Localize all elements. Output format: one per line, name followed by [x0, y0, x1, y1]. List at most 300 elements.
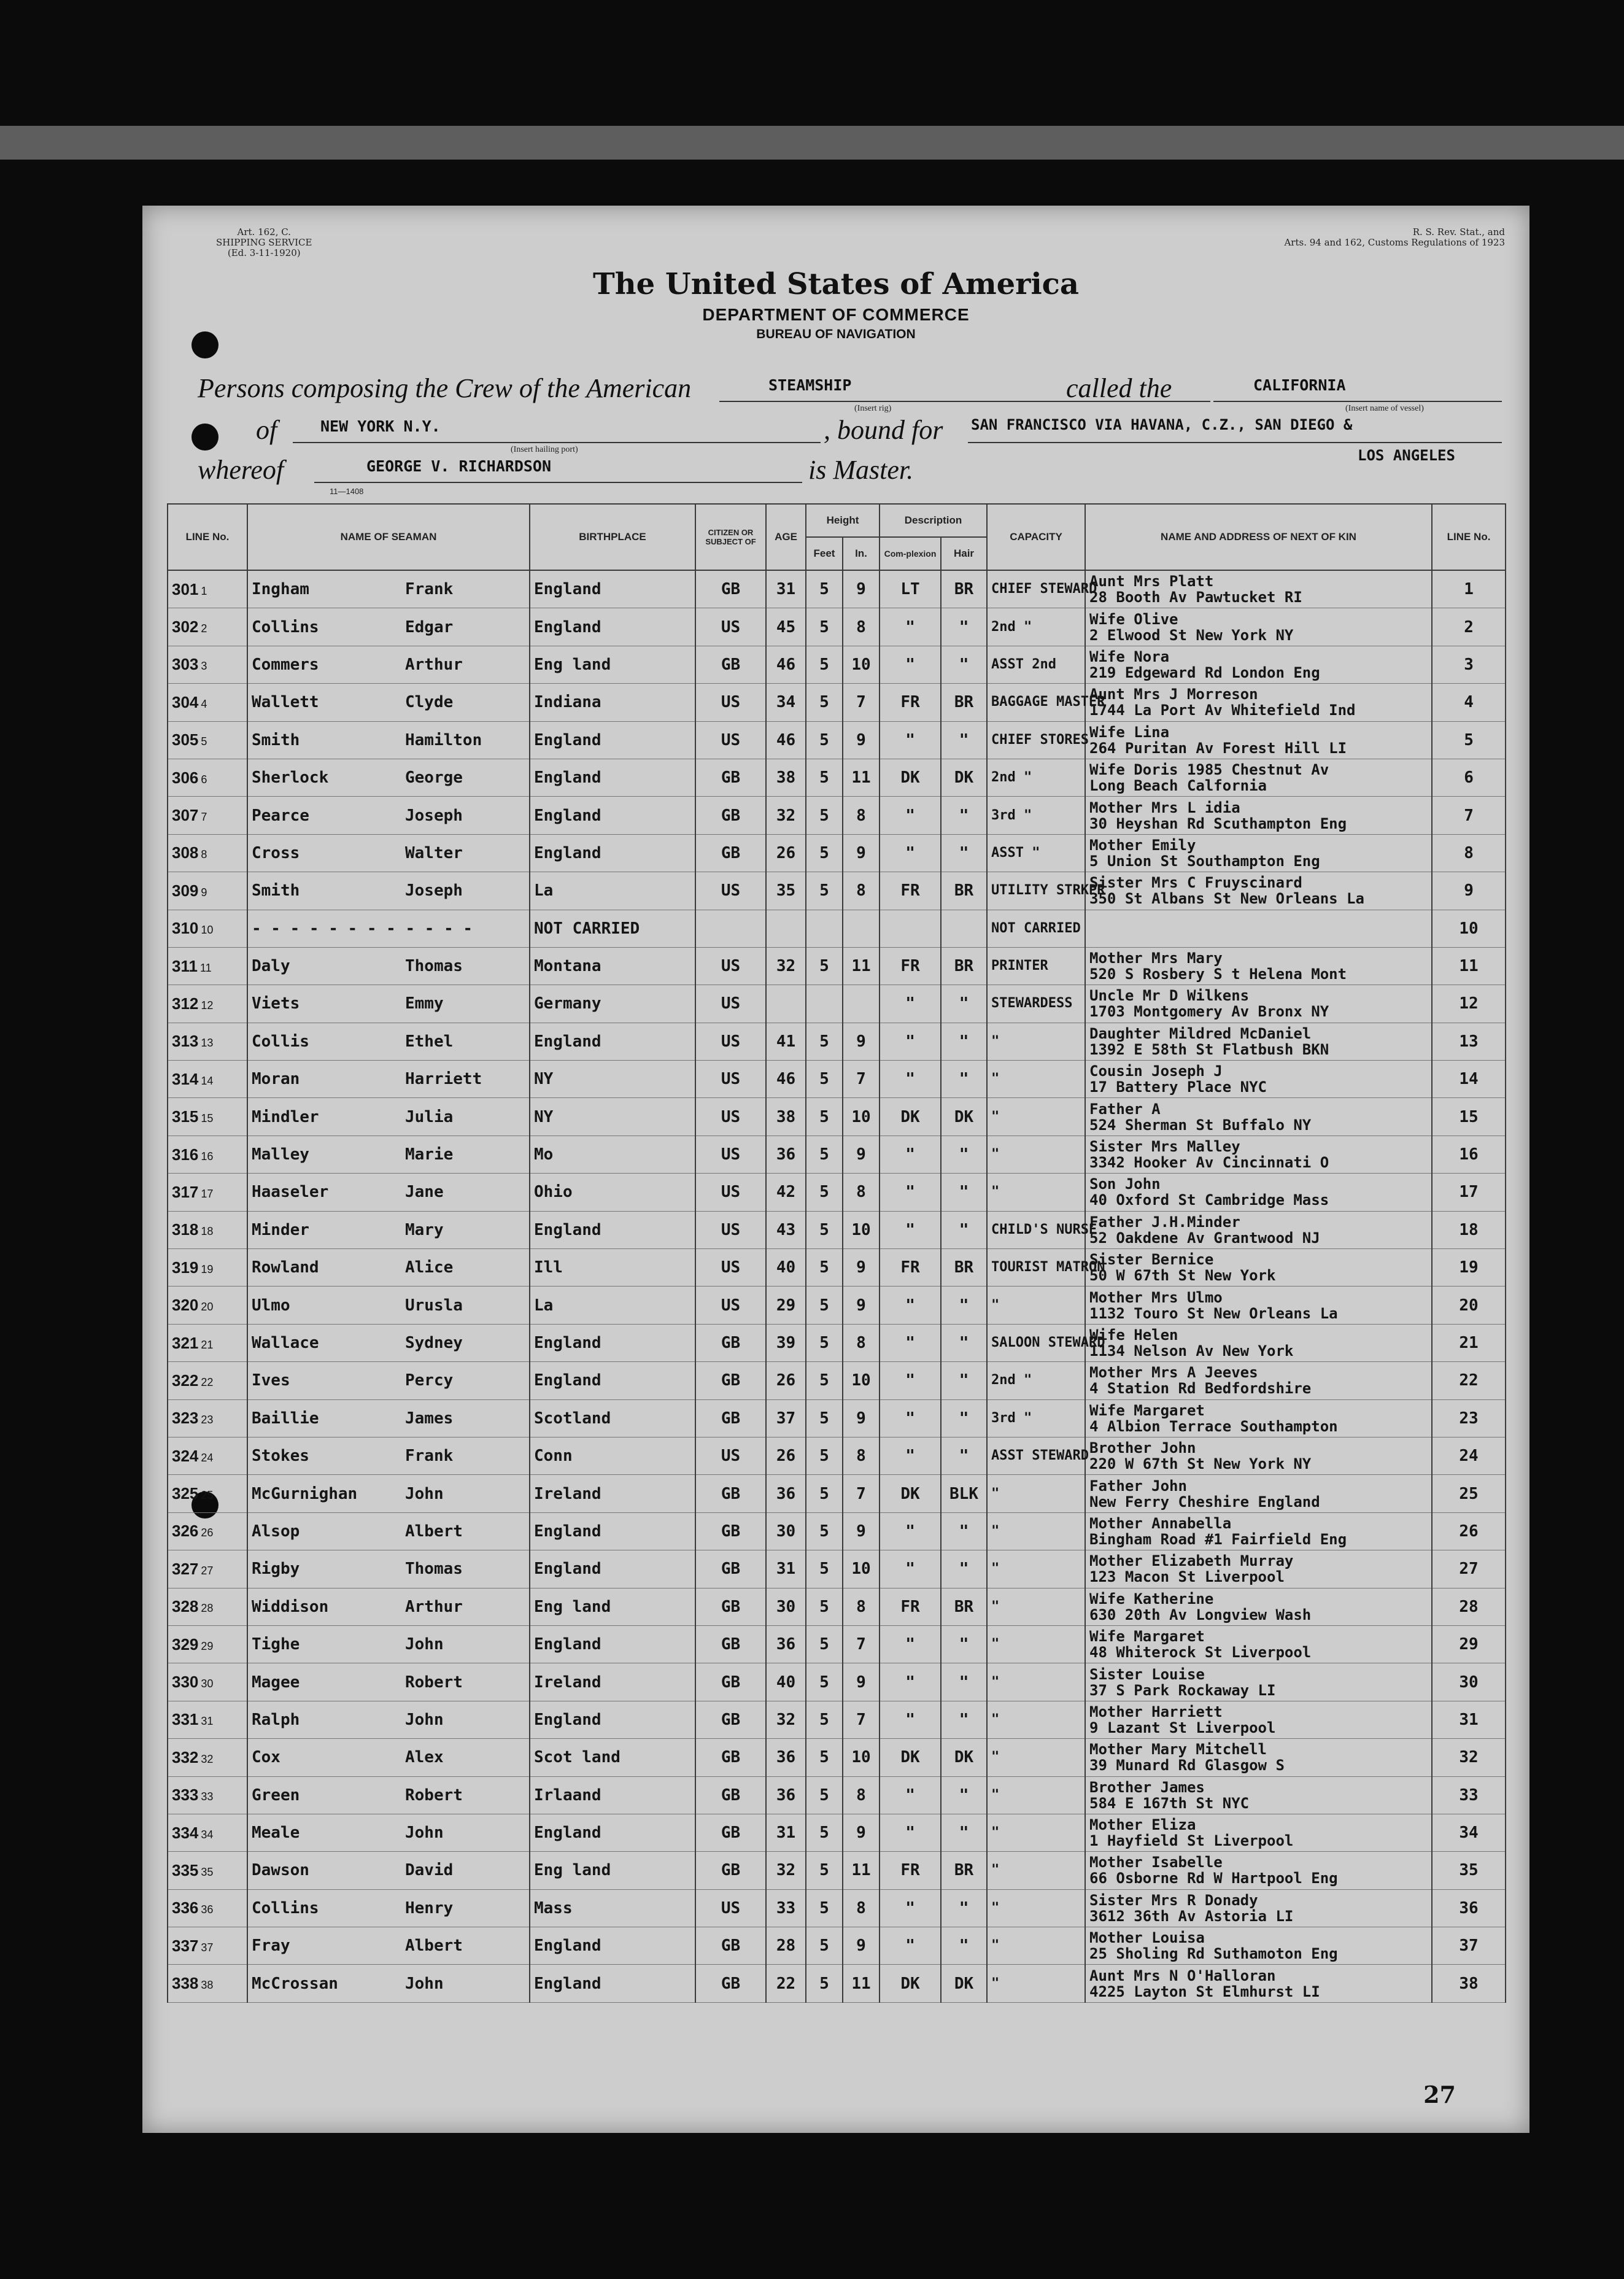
line-number-cell	[168, 608, 247, 646]
feet-cell: 5	[806, 1739, 843, 1776]
line-number: 19	[201, 1263, 214, 1275]
birthplace-cell: England	[530, 834, 695, 872]
age-cell: 36	[766, 1776, 806, 1814]
complexion-cell: "	[880, 1512, 941, 1550]
inches-cell: 9	[843, 1249, 880, 1287]
col-complexion: Com-plexion	[880, 537, 941, 570]
birthplace-cell: England	[530, 1023, 695, 1060]
line-number-cell	[168, 1136, 247, 1173]
rln-cell: 22	[1432, 1362, 1506, 1399]
inches-cell: 9	[843, 1663, 880, 1701]
inches-cell	[843, 910, 880, 947]
seaman-given-name: Urusla	[405, 1296, 463, 1315]
roster-number: 321	[172, 1333, 199, 1352]
inches-cell: 11	[843, 1852, 880, 1889]
capacity-cell: ASST "	[987, 834, 1085, 872]
capacity-cell: "	[987, 1852, 1085, 1889]
feet-cell: 5	[806, 759, 843, 796]
next-of-kin-cell	[1085, 834, 1432, 872]
capacity-cell: CHIEF STORES	[987, 721, 1085, 759]
line-number: 4	[201, 697, 207, 710]
form-service: SHIPPING SERVICE	[216, 237, 312, 248]
name-caption: (Insert name of vessel)	[1345, 404, 1424, 413]
next-of-kin-cell	[1085, 1475, 1432, 1512]
citizen-cell: GB	[695, 1965, 766, 2002]
capacity-cell: UTILITY STRKPR	[987, 872, 1085, 910]
complexion-cell: "	[880, 646, 941, 683]
age-cell: 39	[766, 1324, 806, 1361]
inches-cell: 8	[843, 1174, 880, 1211]
next-of-kin-address: 219 Edgeward Rd London Eng	[1089, 664, 1320, 681]
line-number: 25	[201, 1489, 214, 1502]
complexion-cell: "	[880, 1437, 941, 1474]
citizen-cell: GB	[695, 1927, 766, 1965]
roster-number: 335	[172, 1860, 199, 1879]
roster-number: 330	[172, 1673, 199, 1692]
seaman-given-name: Joseph	[405, 881, 463, 900]
table-row	[168, 797, 1506, 834]
line-number: 34	[201, 1828, 214, 1841]
line-number: 11	[199, 961, 212, 974]
table-row	[168, 1437, 1506, 1474]
complexion-cell: "	[880, 1814, 941, 1851]
capacity-cell: "	[987, 1889, 1085, 1927]
form-edition: (Ed. 3-11-1920)	[227, 247, 301, 258]
name-underline	[1213, 401, 1502, 402]
line-number-cell	[168, 1663, 247, 1701]
capacity-cell: "	[987, 1814, 1085, 1851]
next-of-kin-name: Wife Olive	[1089, 610, 1178, 628]
next-of-kin-cell	[1085, 1061, 1432, 1098]
master-underline	[314, 482, 802, 483]
capacity-cell: TOURIST MATRON	[987, 1249, 1085, 1287]
line-number-cell	[168, 1249, 247, 1287]
hair-cell: "	[941, 1776, 987, 1814]
next-of-kin-name: Sister Mrs Malley	[1089, 1138, 1240, 1156]
hair-cell: "	[941, 1287, 987, 1324]
next-of-kin-address: Long Beach Calfornia	[1089, 777, 1267, 795]
seaman-surname: Green	[252, 1786, 300, 1805]
age-cell: 30	[766, 1588, 806, 1625]
hair-cell: "	[941, 1023, 987, 1060]
next-of-kin-cell	[1085, 1814, 1432, 1851]
line-number-cell	[168, 1550, 247, 1588]
complexion-cell: "	[880, 1625, 941, 1663]
capacity-cell: "	[987, 1061, 1085, 1098]
seaman-name-cell	[247, 1739, 530, 1776]
roster-number: 307	[172, 806, 199, 825]
line-number-cell	[168, 1625, 247, 1663]
inches-cell: 11	[843, 759, 880, 796]
birthplace-cell: Conn	[530, 1437, 695, 1474]
citizen-cell: GB	[695, 834, 766, 872]
seaman-surname: Rigby	[252, 1560, 300, 1579]
hair-cell: "	[941, 1399, 987, 1437]
rln-cell: 4	[1432, 684, 1506, 721]
next-of-kin-cell	[1085, 1776, 1432, 1814]
seaman-name-cell	[247, 1174, 530, 1211]
next-of-kin-cell	[1085, 1136, 1432, 1173]
feet-cell: 5	[806, 1362, 843, 1399]
next-of-kin-address: Bingham Road #1 Fairfield Eng	[1089, 1530, 1347, 1548]
seaman-given-name: Julia	[405, 1107, 454, 1126]
complexion-cell: FR	[880, 947, 941, 985]
feet-cell: 5	[806, 1211, 843, 1248]
persons-label: Persons composing the Crew of the American	[198, 373, 692, 403]
col-citizen: CITIZEN OR SUBJECT OF	[695, 504, 766, 570]
seaman-name-cell	[247, 1550, 530, 1588]
line-number: 7	[201, 811, 207, 824]
next-of-kin-name: Father John	[1089, 1477, 1187, 1495]
next-of-kin-name: Sister Mrs R Donady	[1089, 1891, 1258, 1909]
next-of-kin-address: 66 Osborne Rd W Hartpool Eng	[1089, 1870, 1338, 1887]
table-row	[168, 721, 1506, 759]
birthplace-cell: Eng land	[530, 646, 695, 683]
feet-cell	[806, 910, 843, 947]
age-cell: 30	[766, 1512, 806, 1550]
complexion-cell: FR	[880, 872, 941, 910]
complexion-cell: FR	[880, 1852, 941, 1889]
complexion-cell: "	[880, 1927, 941, 1965]
roster-number: 319	[172, 1258, 199, 1277]
seaman-name-cell	[247, 1588, 530, 1625]
complexion-cell: "	[880, 1776, 941, 1814]
complexion-cell: "	[880, 1399, 941, 1437]
line-number: 24	[201, 1451, 214, 1464]
line-number-cell	[168, 947, 247, 985]
seaman-given-name: Clyde	[405, 693, 454, 712]
capacity-cell: "	[987, 1776, 1085, 1814]
age-cell: 28	[766, 1927, 806, 1965]
next-of-kin-cell	[1085, 1512, 1432, 1550]
seaman-name-cell	[247, 1324, 530, 1361]
feet-cell: 5	[806, 1174, 843, 1211]
complexion-cell: DK	[880, 1475, 941, 1512]
roster-number: 336	[172, 1898, 199, 1917]
seaman-given-name: Arthur	[405, 1597, 463, 1616]
next-of-kin-address: 1134 Nelson Av New York	[1089, 1342, 1294, 1360]
birthplace-cell: Montana	[530, 947, 695, 985]
seaman-given-name: Albert	[405, 1937, 463, 1956]
seaman-surname: Ulmo	[252, 1296, 290, 1315]
inches-cell: 9	[843, 1399, 880, 1437]
line-number: 18	[201, 1225, 214, 1238]
feet-cell: 5	[806, 947, 843, 985]
complexion-cell: DK	[880, 1739, 941, 1776]
table-row	[168, 1625, 1506, 1663]
seaman-given-name: Jane	[405, 1183, 444, 1202]
next-of-kin-name: Mother Mary Mitchell	[1089, 1741, 1267, 1759]
next-of-kin-name: Mother Harriett	[1089, 1703, 1223, 1720]
birthplace-cell: Ohio	[530, 1174, 695, 1211]
line-number-cell	[168, 646, 247, 683]
birthplace-cell: La	[530, 872, 695, 910]
birthplace-cell: La	[530, 1287, 695, 1324]
seaman-given-name: John	[405, 1824, 444, 1843]
line-number-cell	[168, 1061, 247, 1098]
line-number-cell	[168, 1362, 247, 1399]
rln-cell: 8	[1432, 834, 1506, 872]
citizen-cell: GB	[695, 1324, 766, 1361]
next-of-kin-cell	[1085, 1625, 1432, 1663]
seaman-surname: Wallett	[252, 693, 319, 712]
birthplace-cell: Germany	[530, 985, 695, 1023]
seaman-given-name: George	[405, 768, 463, 787]
rln-cell: 10	[1432, 910, 1506, 947]
rig-caption: (Insert rig)	[854, 404, 892, 413]
citizen-cell: US	[695, 1889, 766, 1927]
complexion-cell: "	[880, 721, 941, 759]
inches-cell: 11	[843, 1965, 880, 2002]
capacity-cell: "	[987, 1475, 1085, 1512]
roster-number: 309	[172, 881, 199, 900]
inches-cell: 9	[843, 1023, 880, 1060]
hair-cell: "	[941, 1061, 987, 1098]
next-of-kin-name: Wife Katherine	[1089, 1590, 1214, 1608]
line-number-cell	[168, 797, 247, 834]
seaman-given-name: Robert	[405, 1673, 463, 1692]
feet-cell: 5	[806, 1512, 843, 1550]
roster-number: 310	[172, 919, 199, 938]
statute-reference	[1284, 227, 1505, 248]
seaman-name-cell	[247, 1136, 530, 1173]
citizen-cell: GB	[695, 570, 766, 608]
seaman-name-cell	[247, 1965, 530, 2002]
hair-cell: "	[941, 1927, 987, 1965]
age-cell: 37	[766, 1399, 806, 1437]
roster-number: 326	[172, 1522, 199, 1541]
hair-cell: "	[941, 1512, 987, 1550]
seaman-name-cell	[247, 1814, 530, 1851]
line-number-cell	[168, 1889, 247, 1927]
line-number: 26	[201, 1526, 214, 1539]
citizen-cell: GB	[695, 1550, 766, 1588]
capacity-cell: 2nd "	[987, 759, 1085, 796]
next-of-kin-address: 123 Macon St Liverpool	[1089, 1568, 1285, 1586]
roster-number: 325	[172, 1484, 199, 1503]
complexion-cell: "	[880, 1136, 941, 1173]
citizen-cell: US	[695, 1211, 766, 1248]
table-row	[168, 1550, 1506, 1588]
rln-cell: 29	[1432, 1625, 1506, 1663]
seaman-surname: McCrossan	[252, 1974, 338, 1993]
next-of-kin-address: 4225 Layton St Elmhurst LI	[1089, 1983, 1320, 2000]
col-capacity: CAPACITY	[987, 504, 1085, 570]
next-of-kin-address: 630 20th Av Longview Wash	[1089, 1606, 1312, 1623]
seaman-surname: Rowland	[252, 1258, 319, 1277]
birthplace-cell: England	[530, 570, 695, 608]
master-name: GEORGE V. RICHARDSON	[366, 457, 552, 475]
citizen-cell: GB	[695, 1701, 766, 1738]
next-of-kin-address: 220 W 67th St New York NY	[1089, 1455, 1312, 1473]
seaman-given-name: Alex	[405, 1748, 444, 1767]
next-of-kin-name: Mother Eliza	[1089, 1816, 1196, 1834]
seaman-surname: Baillie	[252, 1409, 319, 1428]
seaman-given-name: Edgar	[405, 617, 454, 636]
roster-number: 316	[172, 1145, 199, 1164]
seaman-given-name: Robert	[405, 1786, 463, 1805]
roster-number: 338	[172, 1974, 199, 1993]
hair-cell: "	[941, 646, 987, 683]
complexion-cell: "	[880, 1663, 941, 1701]
citizen-cell: GB	[695, 1739, 766, 1776]
birthplace-cell: England	[530, 1701, 695, 1738]
inches-cell	[843, 985, 880, 1023]
line-number: 32	[201, 1752, 214, 1765]
roster-number: 329	[172, 1635, 199, 1654]
seaman-given-name: Marie	[405, 1145, 454, 1164]
next-of-kin-cell	[1085, 1739, 1432, 1776]
birthplace-cell: Mo	[530, 1136, 695, 1173]
age-cell: 31	[766, 1550, 806, 1588]
citizen-cell: US	[695, 684, 766, 721]
line-number: 28	[201, 1602, 214, 1615]
next-of-kin-address: 50 W 67th St New York	[1089, 1267, 1276, 1285]
seaman-name-cell	[247, 1098, 530, 1136]
vessel-name: CALIFORNIA	[1253, 376, 1346, 394]
rln-cell: 23	[1432, 1399, 1506, 1437]
roster-number: 327	[172, 1559, 199, 1578]
line-number-cell	[168, 759, 247, 796]
table-row	[168, 1061, 1506, 1098]
seaman-surname: Malley	[252, 1145, 309, 1164]
line-number: 22	[201, 1376, 214, 1388]
age-cell: 36	[766, 1136, 806, 1173]
citizen-cell: US	[695, 1061, 766, 1098]
complexion-cell: "	[880, 797, 941, 834]
col-inches: In.	[843, 537, 880, 570]
feet-cell: 5	[806, 872, 843, 910]
complexion-cell: "	[880, 985, 941, 1023]
hair-cell: "	[941, 1663, 987, 1701]
seaman-given-name: Frank	[405, 1447, 454, 1466]
line-number-cell	[168, 1211, 247, 1248]
rln-cell: 20	[1432, 1287, 1506, 1324]
vessel-rig: STEAMSHIP	[768, 376, 852, 394]
birthplace-cell: Mass	[530, 1889, 695, 1927]
capacity-cell: "	[987, 1550, 1085, 1588]
rln-cell: 18	[1432, 1211, 1506, 1248]
seaman-name-cell	[247, 1399, 530, 1437]
table-row	[168, 1512, 1506, 1550]
birthplace-cell: Indiana	[530, 684, 695, 721]
feet-cell: 5	[806, 1061, 843, 1098]
roster-number: 315	[172, 1107, 199, 1126]
line-number: 2	[201, 622, 207, 635]
next-of-kin-cell	[1085, 759, 1432, 796]
age-cell: 31	[766, 1814, 806, 1851]
citizen-cell: GB	[695, 1399, 766, 1437]
line-number-cell	[168, 1701, 247, 1738]
capacity-cell: 2nd "	[987, 1362, 1085, 1399]
birthplace-cell: England	[530, 1814, 695, 1851]
seaman-surname: Pearce	[252, 806, 309, 825]
line-number: 12	[201, 999, 214, 1012]
next-of-kin-name: Wife Margaret	[1089, 1401, 1205, 1419]
roster-number: 304	[172, 692, 199, 711]
rln-cell: 2	[1432, 608, 1506, 646]
line-number: 10	[201, 924, 214, 937]
citizen-cell: US	[695, 721, 766, 759]
capacity-cell: BAGGAGE MASTER	[987, 684, 1085, 721]
age-cell: 32	[766, 1701, 806, 1738]
next-of-kin-name: Father J.H.Minder	[1089, 1213, 1240, 1231]
next-of-kin-address: 37 S Park Rockaway LI	[1089, 1681, 1276, 1699]
capacity-cell: "	[987, 1701, 1085, 1738]
seaman-surname: Smith	[252, 730, 300, 749]
table-row	[168, 1965, 1506, 2002]
seaman-surname: Ingham	[252, 580, 309, 599]
seaman-given-name: Thomas	[405, 1560, 463, 1579]
line-number-cell	[168, 1588, 247, 1625]
line-number: 1	[201, 584, 207, 597]
citizen-cell: US	[695, 1023, 766, 1060]
hair-cell: "	[941, 608, 987, 646]
birthplace-cell: Ireland	[530, 1475, 695, 1512]
feet-cell: 5	[806, 608, 843, 646]
document-title: The United States of America	[592, 267, 1080, 301]
inches-cell: 11	[843, 947, 880, 985]
hair-cell: BR	[941, 947, 987, 985]
feet-cell	[806, 985, 843, 1023]
rln-cell: 15	[1432, 1098, 1506, 1136]
line-number: 6	[201, 773, 207, 786]
line-number: 37	[201, 1941, 214, 1954]
rln-cell: 14	[1432, 1061, 1506, 1098]
seaman-given-name: Emmy	[405, 994, 444, 1013]
next-of-kin-name: Mother Isabelle	[1089, 1854, 1223, 1871]
seaman-surname: Widdison	[252, 1597, 329, 1616]
hair-cell: BR	[941, 1588, 987, 1625]
rln-cell: 6	[1432, 759, 1506, 796]
rln-cell: 5	[1432, 721, 1506, 759]
hair-cell	[941, 910, 987, 947]
citizen-cell	[695, 910, 766, 947]
birthplace-cell: England	[530, 1324, 695, 1361]
citizen-cell: GB	[695, 646, 766, 683]
page-number: 27	[1423, 2081, 1456, 2108]
next-of-kin-cell	[1085, 570, 1432, 608]
seaman-given-name: John	[405, 1710, 444, 1729]
feet-cell: 5	[806, 1287, 843, 1324]
inches-cell: 9	[843, 1136, 880, 1173]
seaman-name-cell	[247, 910, 530, 947]
complexion-cell	[880, 910, 941, 947]
next-of-kin-cell	[1085, 1550, 1432, 1588]
col-height: Height	[806, 504, 880, 537]
rln-cell: 17	[1432, 1174, 1506, 1211]
birthplace-cell: England	[530, 721, 695, 759]
next-of-kin-address: 28 Booth Av Pawtucket RI	[1089, 589, 1302, 606]
next-of-kin-cell	[1085, 947, 1432, 985]
complexion-cell: LT	[880, 570, 941, 608]
destination-line-1: SAN FRANCISCO VIA HAVANA, C.Z., SAN DIEGO &	[971, 416, 1353, 433]
complexion-cell: FR	[880, 684, 941, 721]
citizen-cell: GB	[695, 759, 766, 796]
inches-cell: 7	[843, 1701, 880, 1738]
feet-cell: 5	[806, 1324, 843, 1361]
next-of-kin-address: 350 St Albans St New Orleans La	[1089, 890, 1364, 908]
seaman-name-cell	[247, 1625, 530, 1663]
age-cell: 40	[766, 1663, 806, 1701]
next-of-kin-name: Sister Louise	[1089, 1665, 1205, 1683]
seaman-surname: Ralph	[252, 1710, 300, 1729]
rln-cell: 21	[1432, 1324, 1506, 1361]
next-of-kin-address: 5 Union St Southampton Eng	[1089, 852, 1320, 870]
inches-cell: 8	[843, 1437, 880, 1474]
seaman-surname: Collins	[252, 617, 319, 636]
seaman-surname: Minder	[252, 1220, 309, 1239]
